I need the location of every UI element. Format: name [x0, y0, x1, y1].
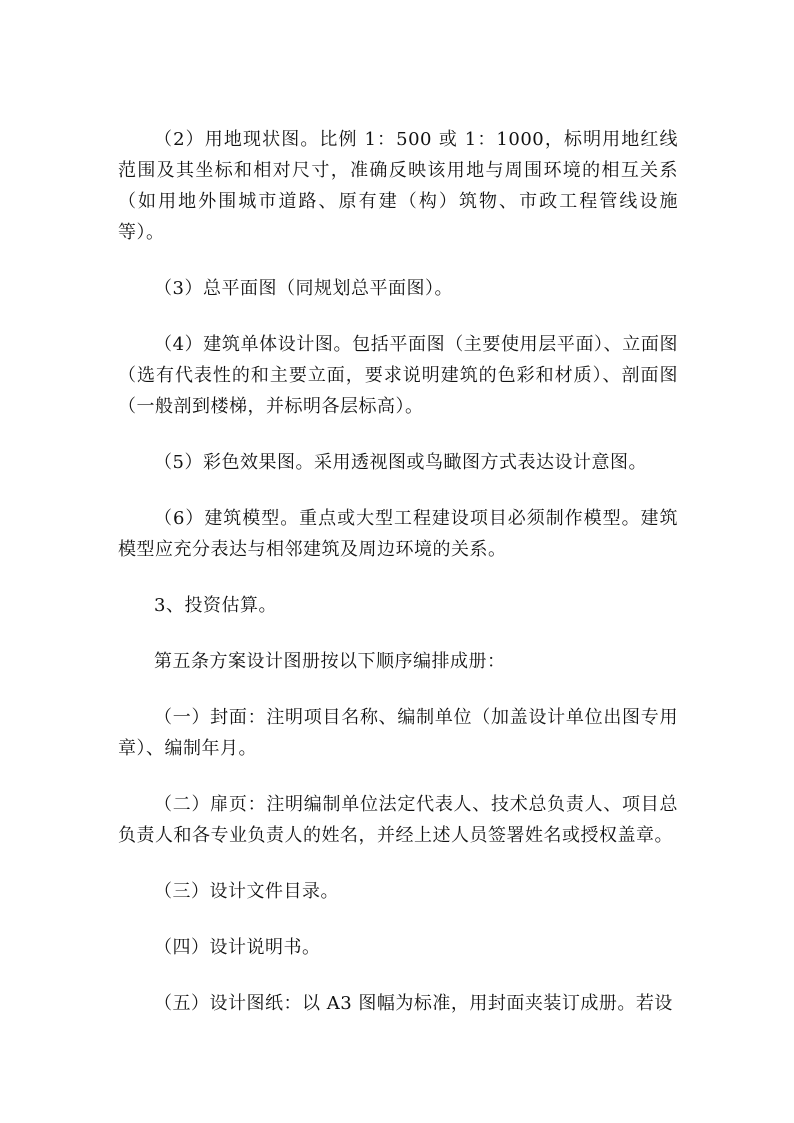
paragraph-building-model: （6）建筑模型。重点或大型工程建设项目必须制作模型。建筑模型应充分表达与相邻建筑及周边环境的关系。 [118, 508, 678, 560]
paragraph-building-design: （4）建筑单体设计图。包括平面图（主要使用层平面）、立面图（选有代表性的和主要立面，要求说明建筑的色彩和材质）、剖面图（一般剖到楼梯，并标明各层标高）。 [118, 334, 678, 417]
paragraph-color-rendering: （5）彩色效果图。采用透视图或鸟瞰图方式表达设计意图。 [154, 452, 647, 473]
paragraph-design-statement: （四）设计说明书。 [154, 937, 321, 958]
document-body [118, 124, 678, 1044]
paragraph-article-five: 第五条方案设计图册按以下顺序编排成册： [154, 651, 506, 672]
paragraph-site-status-map: （2）用地现状图。比例 1：500 或 1：1000，标明用地红线范围及其坐标和相对尺寸，准确反映该用地与周围环境的相互关系（如用地外围城市道路、原有建（构）筑物、市政工程管线设施等）。 [118, 129, 678, 243]
paragraph-cover: （一）封面：注明项目名称、编制单位（加盖设计单位出图专用章）、编制年月。 [118, 707, 678, 759]
paragraph-file-directory: （三）设计文件目录。 [154, 881, 339, 902]
paragraph-investment-estimate: 3、投资估算。 [154, 595, 277, 616]
paragraph-title-page: （二）扉页：注明编制单位法定代表人、技术总负责人、项目总负责人和各专业负责人的姓名，并经上述人员签署姓名或授权盖章。 [118, 794, 678, 846]
paragraph-design-drawings: （五）设计图纸：以 A3 图幅为标准，用封面夹装订成册。若设 [154, 993, 673, 1014]
paragraph-master-plan: （3）总平面图（同规划总平面图）。 [154, 278, 453, 299]
